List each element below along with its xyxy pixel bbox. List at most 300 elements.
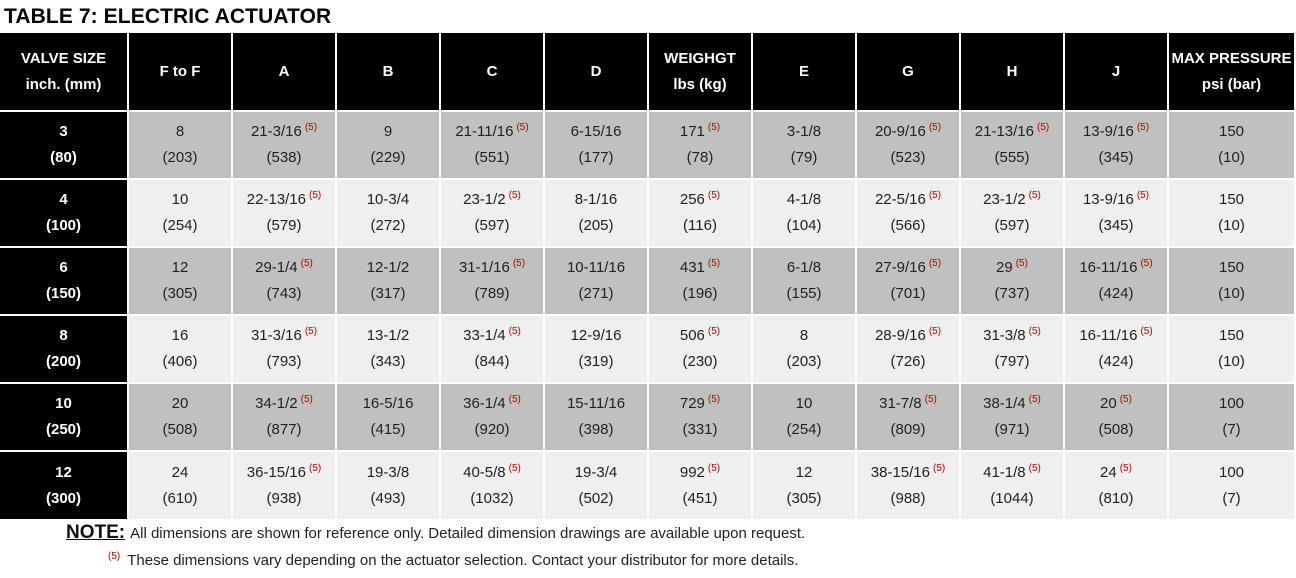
dimension-cell: [856, 179, 960, 247]
imperial-value: 256: [679, 191, 705, 208]
imperial-value: 21-13/16: [974, 123, 1034, 140]
imperial-value-line: [961, 187, 1063, 213]
imperial-value: 12-9/16: [570, 327, 622, 344]
dimension-cell: [440, 451, 544, 519]
dimension-cell: [960, 383, 1064, 451]
imperial-value-line: [961, 119, 1063, 145]
dimension-cell: [648, 111, 752, 179]
imperial-value-line: [1065, 187, 1167, 213]
imperial-value-line: [129, 460, 231, 486]
column-header: [960, 33, 1064, 111]
imperial-value-line: [545, 323, 647, 349]
dimension-cell: [1064, 111, 1168, 179]
metric-value: (155): [786, 285, 822, 302]
dimension-cell: [440, 383, 544, 451]
imperial-value: 150: [1218, 191, 1245, 208]
imperial-value: 3-1/8: [786, 123, 822, 140]
footnote-ref: (5): [308, 462, 322, 474]
metric-value: (726): [890, 353, 926, 370]
metric-value: (538): [266, 149, 302, 166]
column-header: [0, 33, 128, 111]
column-header-line: inch. (mm): [25, 75, 102, 93]
metric-value: (116): [683, 217, 717, 234]
dimension-cell: [648, 315, 752, 383]
imperial-value-line: [441, 187, 543, 213]
imperial-value: 38-1/4: [983, 395, 1026, 412]
electric-actuator-table: [0, 33, 1294, 519]
imperial-value-line: [545, 255, 647, 281]
dimension-cell: [336, 383, 440, 451]
dimension-cell: [336, 111, 440, 179]
imperial-value: 431: [679, 259, 705, 276]
metric-value: (597): [994, 217, 1030, 234]
footnote-ref: (5): [308, 190, 322, 201]
footnote-ref: (5): [1136, 190, 1150, 201]
metric-value: (331): [682, 421, 718, 438]
imperial-value-line: [753, 187, 855, 213]
imperial-value-line: [857, 187, 959, 213]
dimension-cell: [1168, 451, 1294, 519]
dimension-cell: [856, 383, 960, 451]
column-header: [336, 33, 440, 111]
footnote-ref: (5): [1028, 462, 1041, 474]
footnote-ref: (5): [928, 122, 942, 133]
imperial-value: 15-11/16: [566, 395, 626, 412]
dimension-cell: [128, 451, 232, 519]
column-header-line: MAX PRESSURE: [1171, 49, 1292, 67]
dimension-cell: [752, 111, 856, 179]
metric-value: (305): [162, 285, 198, 302]
dimension-cell: [336, 179, 440, 247]
valve-size-cell: [0, 247, 128, 315]
valve-size-mm: (300): [45, 489, 82, 507]
imperial-value: 41-1/8: [983, 463, 1026, 481]
footnote-ref: (5): [1015, 258, 1028, 269]
imperial-value: 21-11/16: [455, 123, 514, 140]
dimension-cell: [1168, 179, 1294, 247]
imperial-value: 22-5/16: [874, 191, 926, 208]
header-row: [0, 33, 1294, 111]
metric-value: (1044): [990, 489, 1034, 507]
dimension-cell: [752, 247, 856, 315]
dimension-cell: [232, 179, 336, 247]
table-title: TABLE 7: ELECTRIC ACTUATOR: [4, 5, 332, 28]
imperial-value-line: [441, 323, 543, 349]
imperial-value: 100: [1218, 395, 1245, 412]
imperial-value-line: [337, 255, 439, 281]
imperial-value-line: [857, 119, 959, 145]
metric-value: (737): [994, 285, 1030, 302]
footnote-ref: (5): [1136, 122, 1150, 133]
imperial-value: 38-15/16: [870, 463, 930, 481]
table-row: [0, 383, 1294, 451]
column-header: [648, 33, 752, 111]
imperial-value: 23-1/2: [463, 191, 506, 208]
imperial-value-line: [753, 119, 855, 145]
imperial-value-line: [1065, 119, 1167, 145]
note: [66, 522, 805, 544]
valve-size-cell: [0, 179, 128, 247]
imperial-value: 12: [171, 259, 189, 276]
column-header-line: G: [902, 62, 914, 80]
dimension-cell: [1168, 247, 1294, 315]
column-header: [440, 33, 544, 111]
footnote-ref: (5): [1028, 326, 1041, 337]
dimension-cell: [544, 383, 648, 451]
imperial-value: 29-1/4: [255, 259, 298, 276]
imperial-value-line: [649, 255, 751, 281]
column-header-line: J: [1111, 62, 1121, 80]
column-header: [752, 33, 856, 111]
imperial-value: 150: [1218, 123, 1245, 140]
column-header: [1064, 33, 1168, 111]
imperial-value: 34-1/2: [255, 395, 298, 412]
imperial-value: 10: [795, 395, 813, 412]
metric-value: (7): [1222, 421, 1241, 438]
valve-size-mm: (250): [45, 421, 82, 438]
dimension-cell: [128, 247, 232, 315]
metric-value: (10): [1218, 285, 1245, 302]
imperial-value: 16: [171, 327, 189, 344]
metric-value: (920): [474, 421, 510, 438]
dimension-cell: [856, 451, 960, 519]
metric-value: (254): [162, 217, 198, 234]
footnote-marker: (5): [108, 551, 121, 562]
dimension-cell: [648, 247, 752, 315]
imperial-value: 992: [679, 463, 705, 481]
dimension-cell: [960, 451, 1064, 519]
imperial-value: 729: [679, 395, 705, 412]
metric-value: (809): [890, 421, 926, 438]
dimension-cell: [544, 247, 648, 315]
dimension-cell: [1064, 451, 1168, 519]
dimension-cell: [1064, 247, 1168, 315]
valve-size-cell: [0, 111, 128, 179]
imperial-value-line: [961, 391, 1063, 417]
metric-value: (566): [890, 217, 926, 234]
metric-value: (579): [266, 217, 302, 234]
footnote-ref: (5): [508, 326, 521, 337]
metric-value: (971): [994, 421, 1030, 438]
imperial-value: 31-1/16: [458, 259, 510, 276]
dimension-cell: [440, 111, 544, 179]
metric-value: (271): [578, 285, 614, 302]
metric-value: (502): [578, 489, 614, 507]
imperial-value: 6-1/8: [786, 259, 822, 276]
imperial-value: 16-5/16: [362, 395, 414, 412]
column-header-line: lbs (kg): [673, 75, 727, 93]
metric-value: (877): [266, 421, 302, 438]
metric-value: (508): [1098, 421, 1134, 438]
imperial-value-line: [649, 187, 751, 213]
imperial-value-line: [1169, 460, 1294, 486]
dimension-cell: [440, 247, 544, 315]
metric-value: (79): [790, 149, 818, 166]
imperial-value-line: [649, 119, 751, 145]
dimension-cell: [856, 315, 960, 383]
metric-value: (415): [370, 421, 406, 438]
imperial-value-line: [441, 460, 543, 486]
metric-value: (203): [786, 353, 822, 370]
column-header-line: WEIGHGT: [664, 49, 736, 67]
column-header-line: C: [486, 62, 498, 80]
metric-value: (104): [786, 217, 822, 234]
footnote-ref: (5): [512, 258, 526, 269]
dimension-cell: [752, 179, 856, 247]
dimension-cell: [440, 179, 544, 247]
metric-value: (406): [162, 353, 198, 370]
metric-value: (810): [1098, 489, 1134, 507]
imperial-value-line: [857, 323, 959, 349]
imperial-value-line: [337, 323, 439, 349]
dimension-cell: [856, 247, 960, 315]
valve-size-inch: 6: [59, 259, 68, 276]
imperial-value: 20: [171, 395, 189, 412]
metric-value: (10): [1218, 149, 1245, 166]
imperial-value-line: [753, 460, 855, 486]
metric-value: (938): [266, 489, 302, 507]
column-header-line: E: [798, 62, 809, 80]
footnote-ref: (5): [1028, 190, 1041, 201]
table-row: [0, 179, 1294, 247]
imperial-value-line: [961, 255, 1063, 281]
footnote-ref: (5): [304, 122, 318, 133]
imperial-value: 10-11/16: [566, 259, 626, 276]
column-header: [856, 33, 960, 111]
column-header-line: psi (bar): [1201, 75, 1262, 93]
metric-value: (78): [686, 149, 714, 166]
dimension-cell: [1064, 383, 1168, 451]
dimension-cell: [128, 111, 232, 179]
dimension-cell: [336, 247, 440, 315]
valve-size-mm: (80): [50, 149, 77, 166]
imperial-value: 24: [1100, 463, 1117, 481]
imperial-value: 12: [795, 463, 813, 481]
metric-value: (345): [1098, 149, 1134, 166]
metric-value: (551): [474, 149, 510, 166]
imperial-value-line: [1065, 255, 1167, 281]
dimension-cell: [1064, 315, 1168, 383]
footnote-ref: (5): [707, 326, 721, 337]
imperial-value: 20-9/16: [874, 123, 926, 140]
imperial-value-line: [1169, 323, 1294, 349]
metric-value: (305): [786, 489, 822, 507]
valve-size-cell: [0, 315, 128, 383]
imperial-value: 12-1/2: [366, 259, 410, 276]
imperial-value: 31-7/8: [879, 395, 922, 412]
imperial-value: 27-9/16: [874, 259, 926, 276]
valve-size-mm: (200): [45, 353, 82, 370]
table-row: [0, 247, 1294, 315]
imperial-value: 24: [171, 463, 189, 481]
imperial-value: 13-9/16: [1082, 123, 1134, 140]
imperial-value: 16-11/16: [1079, 327, 1138, 344]
dimension-cell: [1064, 179, 1168, 247]
metric-value: (230): [682, 353, 718, 370]
imperial-value-line: [545, 119, 647, 145]
footnote-ref: (5): [928, 258, 942, 269]
metric-value: (10): [1218, 353, 1245, 370]
metric-value: (988): [890, 489, 926, 507]
imperial-value: 31-3/8: [983, 327, 1026, 344]
metric-value: (610): [162, 489, 198, 507]
footnote-ref: (5): [508, 394, 521, 405]
imperial-value-line: [545, 460, 647, 486]
metric-value: (196): [682, 285, 718, 302]
imperial-value-line: [649, 323, 751, 349]
imperial-value: 16-11/16: [1079, 259, 1138, 276]
imperial-value-line: [649, 460, 751, 486]
valve-size-cell: [0, 383, 128, 451]
dimension-cell: [960, 111, 1064, 179]
imperial-value-line: [129, 391, 231, 417]
footnote-ref: (5): [928, 190, 942, 201]
footnote-ref: (5): [508, 190, 521, 201]
dimension-cell: [960, 247, 1064, 315]
table-body: [0, 111, 1294, 519]
imperial-value-line: [233, 323, 335, 349]
imperial-value-line: [857, 391, 959, 417]
metric-value: (203): [162, 149, 198, 166]
dimension-cell: [544, 451, 648, 519]
column-header: [232, 33, 336, 111]
footnote-ref: (5): [304, 326, 318, 337]
imperial-value-line: [129, 187, 231, 213]
dimension-cell: [544, 179, 648, 247]
dimension-cell: [232, 247, 336, 315]
dimension-cell: [648, 383, 752, 451]
imperial-value-line: [545, 187, 647, 213]
footnote-ref: (5): [932, 462, 946, 474]
imperial-value: 22-13/16: [246, 191, 306, 208]
footnote-ref: (5): [1028, 394, 1041, 405]
footnote-ref: (5): [1140, 258, 1153, 269]
dimension-cell: [128, 179, 232, 247]
metric-value: (508): [162, 421, 198, 438]
metric-value: (10): [1218, 217, 1245, 234]
column-header-line: VALVE SIZE: [20, 49, 107, 67]
metric-value: (789): [474, 285, 510, 302]
footnote-ref: (5): [300, 394, 313, 405]
dimension-cell: [232, 111, 336, 179]
column-header-line: H: [1006, 62, 1018, 80]
metric-value: (844): [474, 353, 510, 370]
imperial-value-line: [233, 391, 335, 417]
imperial-value: 29: [996, 259, 1013, 276]
footnote-ref: (5): [300, 258, 313, 269]
metric-value: (319): [578, 353, 614, 370]
imperial-value: 150: [1218, 327, 1245, 344]
metric-value: (523): [890, 149, 926, 166]
metric-value: (597): [474, 217, 510, 234]
imperial-value-line: [441, 391, 543, 417]
metric-value: (7): [1222, 489, 1241, 507]
metric-value: (701): [890, 285, 926, 302]
dimension-cell: [648, 451, 752, 519]
imperial-value: 8-1/16: [574, 191, 618, 208]
imperial-value: 31-3/16: [250, 327, 302, 344]
imperial-value: 150: [1218, 259, 1245, 276]
dimension-cell: [544, 111, 648, 179]
imperial-value-line: [233, 255, 335, 281]
imperial-value-line: [337, 187, 439, 213]
dimension-cell: [128, 383, 232, 451]
dimension-cell: [336, 451, 440, 519]
dimension-cell: [960, 179, 1064, 247]
metric-value: (398): [578, 421, 614, 438]
dimension-cell: [232, 315, 336, 383]
metric-value: (743): [266, 285, 302, 302]
dimension-cell: [336, 315, 440, 383]
imperial-value-line: [337, 119, 439, 145]
imperial-value-line: [1065, 391, 1167, 417]
valve-size-cell: [0, 451, 128, 519]
metric-value: (451): [682, 489, 718, 507]
imperial-value-line: [961, 323, 1063, 349]
imperial-value: 13-1/2: [366, 327, 410, 344]
imperial-value: 10-3/4: [366, 191, 410, 208]
dimension-cell: [752, 315, 856, 383]
column-header: [128, 33, 232, 111]
footnote-ref: (5): [1119, 462, 1132, 474]
imperial-value: 9: [383, 123, 393, 140]
imperial-value-line: [129, 323, 231, 349]
metric-value: (205): [578, 217, 614, 234]
note-label: NOTE:: [66, 522, 126, 543]
imperial-value-line: [857, 460, 959, 486]
dimension-cell: [232, 383, 336, 451]
imperial-value-line: [649, 391, 751, 417]
imperial-value-line: [337, 391, 439, 417]
dimension-cell: [752, 383, 856, 451]
table-row: [0, 315, 1294, 383]
metric-value: (797): [994, 353, 1030, 370]
valve-size-inch: 10: [55, 395, 72, 412]
dimension-cell: [440, 315, 544, 383]
imperial-value: 33-1/4: [463, 327, 506, 344]
dimension-cell: [128, 315, 232, 383]
valve-size-mm: (100): [45, 217, 82, 234]
column-header: [544, 33, 648, 111]
imperial-value: 23-1/2: [983, 191, 1026, 208]
imperial-value: 10: [171, 191, 189, 208]
imperial-value-line: [441, 119, 543, 145]
imperial-value-line: [441, 255, 543, 281]
imperial-value: 171: [679, 123, 705, 140]
table-row: [0, 111, 1294, 179]
footnote: [108, 551, 798, 569]
imperial-value: 8: [799, 327, 809, 344]
footnote-ref: (5): [707, 394, 721, 405]
imperial-value-line: [1169, 119, 1294, 145]
valve-size-inch: 12: [55, 463, 72, 481]
valve-size-inch: 8: [59, 327, 68, 344]
footnote-ref: (5): [508, 462, 521, 474]
imperial-value-line: [753, 323, 855, 349]
imperial-value: 13-9/16: [1082, 191, 1134, 208]
metric-value: (793): [266, 353, 302, 370]
imperial-value-line: [545, 391, 647, 417]
metric-value: (317): [370, 285, 406, 302]
imperial-value-line: [1169, 255, 1294, 281]
imperial-value-line: [1169, 391, 1294, 417]
imperial-value: 28-9/16: [874, 327, 926, 344]
valve-size-inch: 3: [59, 123, 68, 140]
dimension-cell: [544, 315, 648, 383]
imperial-value: 8: [175, 123, 185, 140]
imperial-value-line: [961, 460, 1063, 486]
imperial-value-line: [857, 255, 959, 281]
